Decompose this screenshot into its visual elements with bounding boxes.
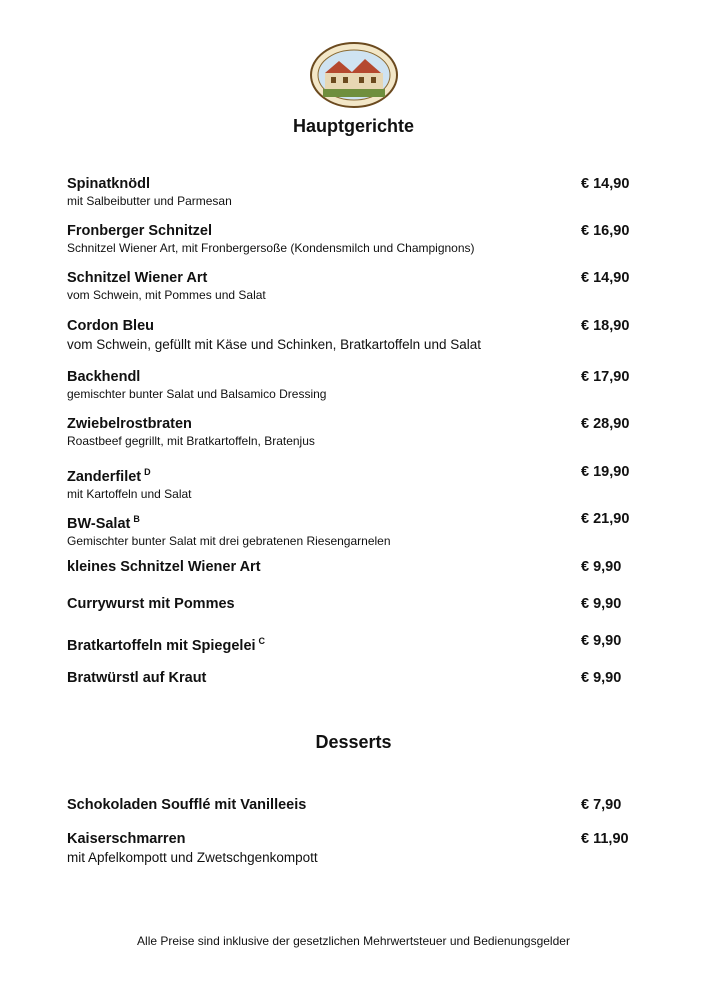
allergen-marker: D [144,467,151,477]
menu-item-title: BW-Salat [67,516,131,532]
restaurant-logo [309,41,399,109]
menu-item [67,416,633,448]
menu-item-title: Zwiebelrostbraten [67,416,192,432]
menu-item [67,596,633,613]
menu-item-name [67,270,633,287]
menu-item-title: Fronberger Schnitzel [67,223,213,239]
section-title-desserts: Desserts [315,732,392,752]
menu-item [67,270,633,302]
menu-item [67,559,633,576]
menu-item-price: € 21,90 [581,511,630,527]
menu-item-description: mit Apfelkompott und Zwetschgenkompott [67,850,318,865]
menu-item-name [67,318,633,335]
menu-item-price: € 14,90 [581,176,630,192]
menu-item-name [67,596,633,613]
price-footnote: Alle Preise sind inklusive der gesetzlichen Mehrwertsteuer und Bedienungsgelder [137,934,570,948]
menu-item [67,511,633,548]
menu-item-title: Cordon Bleu [67,318,154,334]
menu-item-price: € 18,90 [581,318,630,334]
menu-item [67,176,633,208]
menu-item-price: € 28,90 [581,416,630,432]
menu-item-description: vom Schwein, mit Pommes und Salat [67,288,266,302]
menu-item-name [67,511,633,533]
menu-item-price: € 11,90 [581,831,629,847]
menu-item-title: Bratwürstl auf Kraut [67,670,207,686]
menu-item-title: Kaiserschmarren [67,831,186,847]
menu-item-description: Gemischter bunter Salat mit drei gebratenen Riesengarnelen [67,534,391,548]
menu-item-name [67,223,633,240]
menu-item [67,223,633,255]
menu-item-name [67,797,633,814]
menu-item [67,831,633,866]
menu-item-title: Spinatknödl [67,176,150,192]
menu-item-name [67,633,633,655]
menu-item-title: Schnitzel Wiener Art [67,270,208,286]
menu-item-title: Backhendl [67,369,141,385]
menu-item-description: mit Kartoffeln und Salat [67,487,192,501]
section-title-main: Hauptgerichte [292,116,415,136]
menu-item-title: kleines Schnitzel Wiener Art [67,559,261,575]
menu-item [67,318,633,353]
menu-item [67,633,633,655]
menu-item-description: gemischter bunter Salat und Balsamico Dressing [67,387,327,401]
menu-item-name [67,464,633,486]
allergen-marker: B [133,514,140,524]
menu-item-price: € 14,90 [581,270,630,286]
menu-item-description: mit Salbeibutter und Parmesan [67,194,232,208]
menu-item-description: vom Schwein, gefüllt mit Käse und Schinken, Bratkartoffeln und Salat [67,337,481,352]
menu-item-title: Bratkartoffeln mit Spiegelei [67,638,256,654]
menu-item-price: € 9,90 [581,596,622,612]
menu-item-price: € 9,90 [581,633,622,649]
menu-item-description: Roastbeef gegrillt, mit Bratkartoffeln, Bratenjus [67,434,315,448]
menu-item-price: € 9,90 [581,559,622,575]
menu-item-name [67,176,633,193]
menu-item-price: € 9,90 [581,670,622,686]
menu-item [67,797,633,814]
menu-item-description: Schnitzel Wiener Art, mit Fronbergersoße (Kondensmilch und Champignons) [67,241,475,255]
allergen-marker: C [258,636,266,646]
menu-item-name [67,831,633,848]
menu-item-price: € 7,90 [581,797,622,813]
menu-item-name [67,670,633,687]
menu-item-price: € 17,90 [581,369,630,385]
menu-item-price: € 19,90 [581,464,630,480]
menu-item [67,670,633,687]
menu-item-title: Zanderfilet [67,469,142,485]
menu-item [67,369,633,401]
menu-item-name [67,369,633,386]
menu-item-name [67,416,633,433]
menu-item-name [67,559,633,576]
menu-item-title: Currywurst mit Pommes [67,596,235,612]
menu-item [67,464,633,501]
menu-item-price: € 16,90 [581,223,630,239]
menu-item-title: Schokoladen Soufflé mit Vanilleeis [67,797,307,813]
